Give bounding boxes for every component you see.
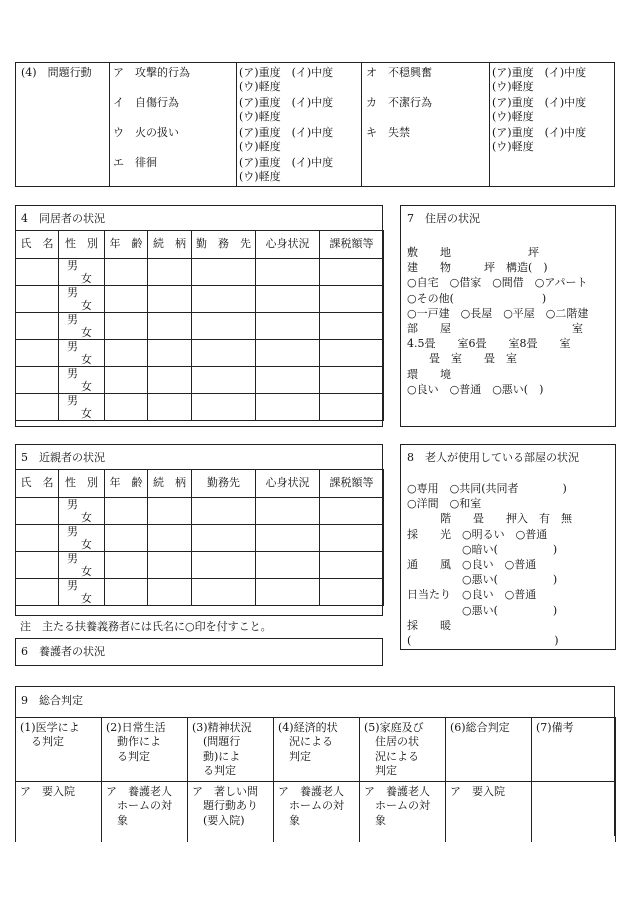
table-row: [16, 498, 384, 525]
judgment-column-header: (4)経済的状 況による 判定: [274, 718, 360, 782]
table-cell: [105, 313, 148, 340]
sex-male: 男: [67, 286, 78, 299]
table-cell: [16, 259, 59, 286]
table-cell: [148, 367, 192, 394]
sex-male: 男: [67, 313, 78, 326]
column-header: 年 齢: [105, 231, 148, 259]
table-cell: [16, 552, 59, 579]
behavior-name: ウ 火の扱い: [113, 126, 179, 139]
housing-line: 4.5畳 室6畳 室8畳 室: [407, 337, 571, 351]
problem-behavior-label: (4) 問題行動: [21, 66, 92, 79]
table-cell: [320, 313, 384, 340]
judgment-column-header: (3)精神状況 (問題行 動)によ る判定: [188, 718, 274, 782]
severity-line: (ウ)軽度: [492, 110, 534, 123]
table-row: [16, 579, 384, 606]
behavior-name: ア 攻撃的行為: [113, 66, 190, 79]
judgment-value: ア 養護老人 ホームの対 象: [360, 782, 446, 842]
room-line: 通 風 ○良い ○普通: [407, 558, 537, 571]
table-cell: [148, 579, 192, 606]
sex-female: 女: [81, 565, 92, 578]
room-line: 日当たり ○良い ○普通: [407, 588, 537, 602]
table-row: [16, 525, 384, 552]
table-cell: [59, 498, 105, 525]
severity-line: (ア)重度 (イ)中度: [239, 66, 334, 79]
judgment-column-header: (5)家庭及び 住居の状 況による 判定: [360, 718, 446, 782]
severity-line: (ア)重度 (イ)中度: [239, 96, 334, 109]
table-cell: [320, 394, 384, 421]
table-cell: [59, 394, 105, 421]
table-cell: [148, 498, 192, 525]
room-line: ○暗い( ): [407, 542, 558, 556]
judgment-table: [15, 717, 616, 842]
table-cell: [320, 579, 384, 606]
table-cell: [148, 552, 192, 579]
severity-line: (ウ)軽度: [239, 170, 281, 183]
housing-section: [400, 205, 616, 427]
room-line: ( ): [407, 634, 559, 647]
table-cell: [59, 286, 105, 313]
column-header: 氏 名: [16, 470, 59, 498]
table-cell: [256, 498, 320, 525]
section8-title: 8 老人が使用している部屋の状況: [407, 451, 579, 464]
relatives-table: [15, 469, 384, 606]
room-line: ○専用 ○共同(共同者 ): [407, 482, 567, 495]
column-header: 性 別: [59, 231, 105, 259]
table-cell: [105, 579, 148, 606]
judgment-column-header: (7)備考: [532, 718, 616, 782]
table-cell: [320, 259, 384, 286]
relatives-section: [15, 444, 383, 616]
behavior-name: キ 失禁: [366, 126, 410, 139]
section6-title: 6 養護者の状況: [21, 645, 105, 658]
judgment-value: ア 著しい問 題行動あり (要入院): [188, 782, 274, 842]
table-cell: [59, 367, 105, 394]
table-cell: [256, 367, 320, 394]
sex-female: 女: [81, 592, 92, 605]
table-cell: [59, 340, 105, 367]
table-cell: [105, 498, 148, 525]
table-cell: [16, 579, 59, 606]
sex-female: 女: [81, 380, 92, 393]
caregiver-section: [15, 638, 383, 666]
column-header: 性 別: [59, 470, 105, 498]
severity-line: (ア)重度 (イ)中度: [492, 96, 587, 109]
table-cell: [148, 313, 192, 340]
table-cell: [105, 340, 148, 367]
severity-line: (ア)重度 (イ)中度: [492, 66, 587, 79]
sex-male: 男: [67, 259, 78, 272]
sex-male: 男: [67, 525, 78, 538]
table-cell: [256, 286, 320, 313]
column-header: 続 柄: [148, 231, 192, 259]
housing-line: 環 境: [407, 367, 451, 381]
table-row: [16, 367, 384, 394]
judgment-value: ア 養護老人 ホームの対 象: [274, 782, 360, 842]
table-cell: [192, 498, 256, 525]
room-line: ○悪い( ): [407, 603, 558, 617]
table-row: [16, 313, 384, 340]
table-cell: [105, 367, 148, 394]
table-cell: [320, 340, 384, 367]
column-header: 心身状況: [256, 470, 320, 498]
sex-male: 男: [67, 579, 78, 592]
table-cell: [256, 340, 320, 367]
table-cell: [256, 525, 320, 552]
table-cell: [105, 286, 148, 313]
sex-male: 男: [67, 367, 78, 380]
sex-male: 男: [67, 394, 78, 407]
severity-line: (ウ)軽度: [492, 80, 534, 93]
sex-female: 女: [81, 511, 92, 524]
judgment-column-header: (6)総合判定: [446, 718, 532, 782]
table-row: [16, 286, 384, 313]
column-header: 心身状況: [256, 231, 320, 259]
table-cell: [192, 552, 256, 579]
table-cell: [148, 394, 192, 421]
table-cell: [148, 525, 192, 552]
severity-line: (ア)重度 (イ)中度: [492, 126, 587, 139]
room-line: ○洋間 ○和室: [407, 497, 482, 511]
housing-line: 畳 室 畳 室: [407, 352, 517, 366]
severity-line: (ウ)軽度: [239, 80, 281, 93]
table-row: [16, 259, 384, 286]
severity-line: (ウ)軽度: [239, 140, 281, 153]
judgment-value: [532, 782, 616, 842]
section7-title: 7 住居の状況: [407, 212, 480, 225]
sex-male: 男: [67, 340, 78, 353]
housing-line: ○一戸建 ○長屋 ○平屋 ○二階建: [407, 306, 589, 320]
cohabitants-section: [15, 205, 383, 427]
table-cell: [16, 340, 59, 367]
sex-female: 女: [81, 326, 92, 339]
table-cell: [105, 259, 148, 286]
sex-male: 男: [67, 498, 78, 511]
room-line: ○悪い( ): [407, 573, 558, 587]
table-cell: [148, 259, 192, 286]
cohabitants-table: [15, 230, 384, 421]
table-cell: [148, 340, 192, 367]
table-cell: [59, 579, 105, 606]
column-header: 氏 名: [16, 231, 59, 259]
room-section: [400, 444, 616, 650]
judgment-value: ア 要入院: [446, 782, 532, 842]
housing-line: 建 物 坪 構造( ): [407, 261, 548, 275]
table-row: [16, 552, 384, 579]
section9-title: 9 総合判定: [21, 694, 83, 707]
table-cell: [320, 286, 384, 313]
judgment-section: [15, 686, 615, 836]
judgment-column-header: (1)医学によ る判定: [16, 718, 102, 782]
judgment-value: ア 要入院: [16, 782, 102, 842]
table-cell: [59, 313, 105, 340]
room-line: 階 畳 押入 有 無: [407, 512, 572, 526]
behavior-name: エ 徘徊: [113, 156, 157, 169]
judgment-value: ア 養護老人 ホームの対 象: [102, 782, 188, 842]
column-header: 課税額等: [320, 470, 384, 498]
table-cell: [320, 552, 384, 579]
table-cell: [192, 394, 256, 421]
table-cell: [59, 259, 105, 286]
column-header: 課税額等: [320, 231, 384, 259]
judgment-column-header: (2)日常生活 動作によ る判定: [102, 718, 188, 782]
section5-title: 5 近親者の状況: [21, 451, 105, 464]
behavior-name: オ 不穏興奮: [366, 66, 432, 79]
housing-line: 部 屋 室: [407, 322, 583, 335]
table-cell: [192, 313, 256, 340]
severity-line: (ア)重度 (イ)中度: [239, 156, 334, 169]
table-cell: [192, 340, 256, 367]
table-cell: [192, 286, 256, 313]
sex-female: 女: [81, 538, 92, 551]
table-cell: [105, 552, 148, 579]
table-cell: [256, 313, 320, 340]
table-row: [16, 394, 384, 421]
housing-line: 敷 地 坪: [407, 246, 539, 259]
column-header: 年 齢: [105, 470, 148, 498]
table-cell: [320, 498, 384, 525]
sex-female: 女: [81, 299, 92, 312]
table-cell: [256, 552, 320, 579]
problem-behavior-box: [15, 62, 615, 187]
table-cell: [320, 367, 384, 394]
column-header: 勤 務 先: [192, 231, 256, 259]
sex-female: 女: [81, 272, 92, 285]
table-cell: [192, 525, 256, 552]
table-cell: [59, 525, 105, 552]
sex-female: 女: [81, 353, 92, 366]
table-cell: [192, 367, 256, 394]
severity-line: (ウ)軽度: [239, 110, 281, 123]
table-cell: [16, 394, 59, 421]
table-cell: [320, 525, 384, 552]
table-cell: [256, 579, 320, 606]
column-header: 勤務先: [192, 470, 256, 498]
sex-female: 女: [81, 407, 92, 420]
table-cell: [105, 394, 148, 421]
room-line: 採 光 ○明るい ○普通: [407, 527, 548, 541]
table-row: [16, 340, 384, 367]
table-cell: [16, 367, 59, 394]
table-cell: [192, 579, 256, 606]
room-line: 採 暖: [407, 618, 451, 632]
housing-line: ○良い ○普通 ○悪い( ): [407, 382, 544, 396]
housing-line: ○その他( ): [407, 291, 547, 305]
behavior-name: カ 不潔行為: [366, 96, 432, 109]
table-cell: [16, 498, 59, 525]
table-cell: [192, 259, 256, 286]
behavior-name: イ 自傷行為: [113, 96, 179, 109]
housing-line: ○自宅 ○借家 ○間借 ○アパート: [407, 276, 588, 290]
table-cell: [256, 259, 320, 286]
severity-line: (ウ)軽度: [492, 140, 534, 153]
table-cell: [16, 286, 59, 313]
table-cell: [59, 552, 105, 579]
table-cell: [105, 525, 148, 552]
table-cell: [256, 394, 320, 421]
section4-title: 4 同居者の状況: [21, 212, 105, 225]
table-cell: [148, 286, 192, 313]
column-header: 続 柄: [148, 470, 192, 498]
section5-note: 注 主たる扶養義務者には氏名に○印を付すこと。: [20, 620, 272, 633]
table-cell: [16, 313, 59, 340]
severity-line: (ア)重度 (イ)中度: [239, 126, 334, 139]
table-cell: [16, 525, 59, 552]
sex-male: 男: [67, 552, 78, 565]
